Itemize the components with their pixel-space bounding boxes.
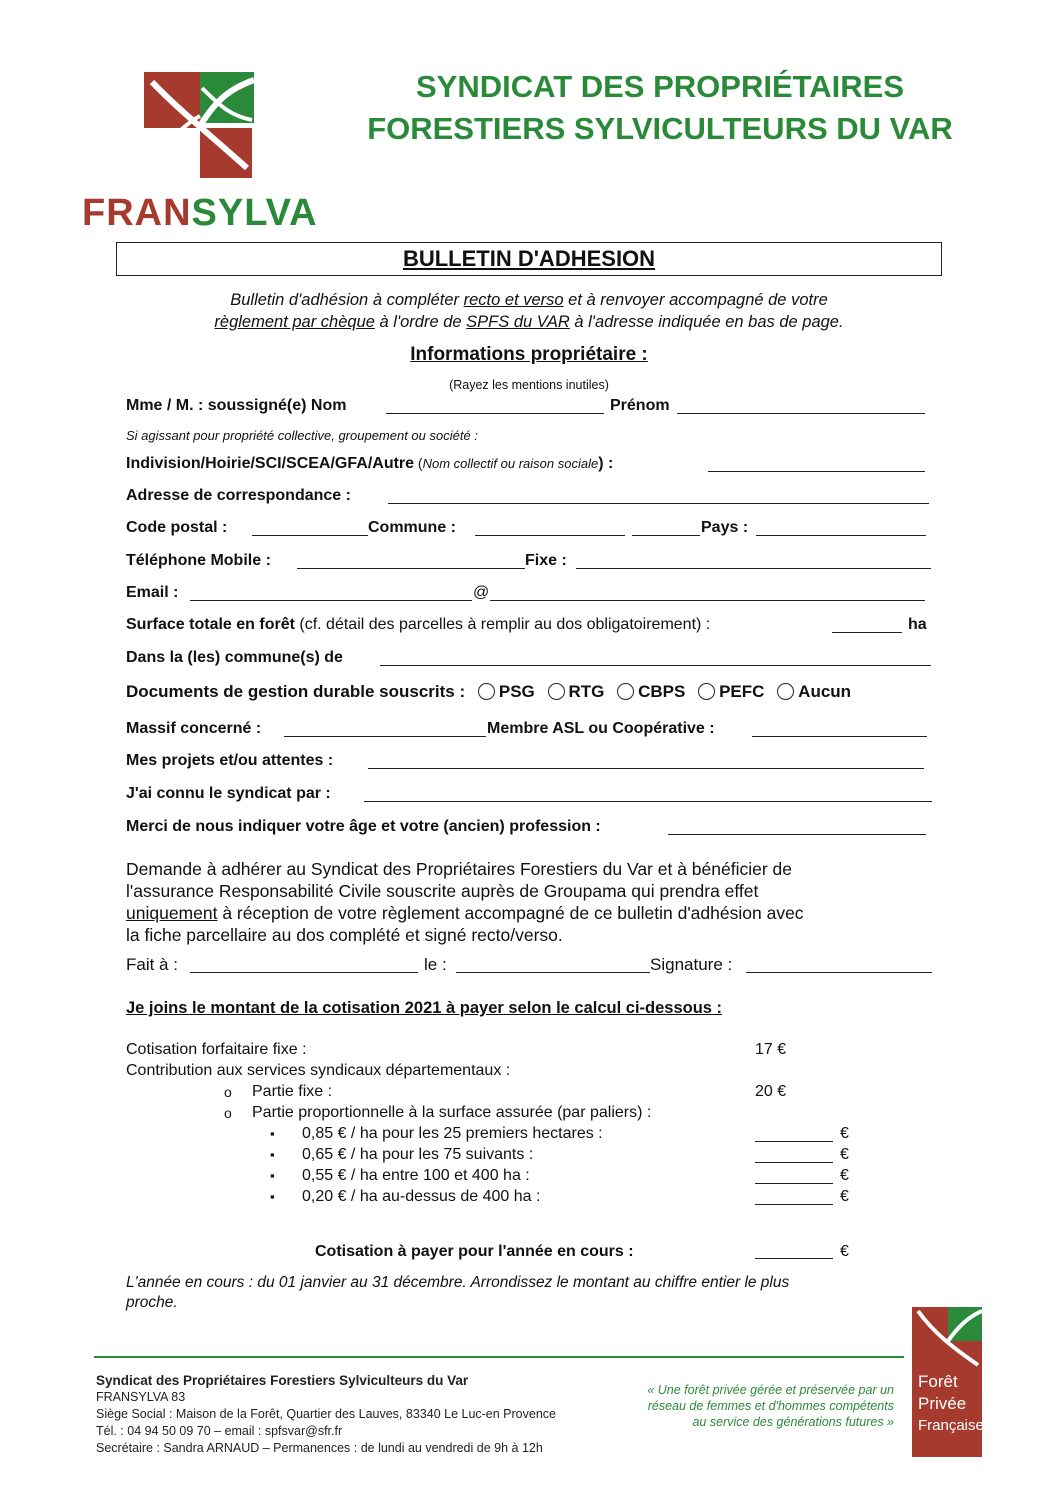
palier-1-label: 0,85 € / ha pour les 25 premiers hectares : <box>302 1125 603 1142</box>
indivision-paren-close: ) : <box>598 455 614 472</box>
signature-label: Signature : <box>650 955 733 974</box>
prenom-label: Prénom <box>610 397 670 414</box>
option-pefc: PEFC <box>719 682 765 701</box>
bulletin-title: BULLETIN D'ADHESION <box>402 246 656 271</box>
palier-2-field[interactable] <box>755 1162 833 1163</box>
nom-label: Mme / M. : soussigné(e) Nom <box>126 397 347 414</box>
fpf-text-1: Forêt <box>918 1372 958 1391</box>
mobile-field[interactable] <box>297 568 525 569</box>
option-rtg: RTG <box>568 682 605 701</box>
communes-label: Dans la (les) commune(s) de <box>126 649 343 666</box>
intro-text: et à renvoyer accompagné de votre <box>563 291 828 309</box>
org-title <box>340 66 980 150</box>
total-field[interactable] <box>755 1258 833 1259</box>
prenom-field[interactable] <box>677 413 925 414</box>
bullet-o: o <box>224 1105 232 1121</box>
demande-line1: Demande à adhérer au Syndicat des Propriétaires Forestiers du Var et à bénéficier de <box>126 859 793 879</box>
annee-note-line2: proche. <box>126 1294 178 1311</box>
email-domain-field[interactable] <box>490 600 925 601</box>
footer-quote-line1: « Une forêt privée gérée et préservée par un <box>647 1383 894 1397</box>
partie-prop-label: Partie proportionnelle à la surface assurée (par paliers) : <box>252 1104 652 1121</box>
surface-unit: ha <box>908 616 927 633</box>
logo-text-sylva: SYLVA <box>191 192 318 234</box>
forfait-label: Cotisation forfaitaire fixe : <box>126 1041 307 1058</box>
indivision-label: Indivision/Hoirie/SCI/SCEA/GFA/Autre <box>126 455 415 472</box>
annee-note <box>126 1273 789 1313</box>
intro-text: à l'adresse indiquée en bas de page. <box>569 313 844 331</box>
massif-field[interactable] <box>284 736 486 737</box>
age-field[interactable] <box>668 834 926 835</box>
indivision-note: Nom collectif ou raison sociale <box>422 456 599 471</box>
projets-field[interactable] <box>368 768 924 769</box>
logo-text-fran: FRAN <box>82 192 192 234</box>
footer-quote-line3: au service des générations futures » <box>692 1415 894 1429</box>
demande-line3: à réception de votre règlement accompagné de ce bulletin d'adhésion avec <box>217 903 804 923</box>
bulletin-intro <box>116 289 942 333</box>
partie-fixe-value: 20 € <box>755 1083 787 1100</box>
footer-quote-line2: réseau de femmes et d'hommes compétents <box>647 1399 894 1413</box>
euro-sign: € <box>840 1146 849 1163</box>
mobile-label: Téléphone Mobile : <box>126 552 271 569</box>
radio-aucun[interactable] <box>777 683 794 700</box>
org-title-line2: FORESTIERS SYLVICULTEURS DU VAR <box>367 111 953 146</box>
palier-4-field[interactable] <box>755 1204 833 1205</box>
footer-line4: Secrétaire : Sandra ARNAUD – Permanences : de lundi au vendredi de 9h à 12h <box>96 1441 543 1455</box>
euro-sign: € <box>840 1125 849 1142</box>
palier-2-label: 0,65 € / ha pour les 75 suivants : <box>302 1146 534 1163</box>
footer-quote <box>600 1382 894 1430</box>
fransylva-emblem <box>82 68 314 198</box>
demande-uniquement: uniquement <box>126 903 218 923</box>
euro-sign: € <box>840 1167 849 1184</box>
option-aucun: Aucun <box>798 682 852 701</box>
bullet-square: ▪ <box>270 1168 275 1183</box>
euro-sign: € <box>840 1188 849 1205</box>
fpf-emblem <box>912 1307 982 1369</box>
org-title-line1: SYNDICAT DES PROPRIÉTAIRES <box>415 69 905 104</box>
total-label: Cotisation à payer pour l'année en cours : <box>315 1243 634 1260</box>
intro-recto-verso: recto et verso <box>463 291 564 309</box>
intro-spfs: SPFS du VAR <box>466 313 570 331</box>
option-psg: PSG <box>498 682 535 701</box>
row-surface <box>126 616 710 634</box>
palier-3-field[interactable] <box>755 1183 833 1184</box>
cotisation-heading: Je joins le montant de la cotisation 2021 à payer selon le calcul ci-dessous : <box>126 999 723 1017</box>
fpf-text-3: Française <box>918 1417 984 1434</box>
adresse-field[interactable] <box>388 503 929 504</box>
footer-org: Syndicat des Propriétaires Forestiers Sylviculteurs du Var <box>96 1373 469 1388</box>
fait-field[interactable] <box>190 972 418 973</box>
intro-text: à l'ordre de <box>374 313 467 331</box>
footer-line2: Siège Social : Maison de la Forêt, Quartier des Lauves, 83340 Le Luc-en Provence <box>96 1407 556 1421</box>
pays-field[interactable] <box>756 535 926 536</box>
bullet-square: ▪ <box>270 1147 275 1162</box>
bulletin-title-box <box>116 242 942 276</box>
le-label: le : <box>424 955 447 974</box>
footer-line3: Tél. : 04 94 50 09 70 – email : spfsvar@sfr.fr <box>96 1424 343 1438</box>
footer-address <box>96 1372 556 1457</box>
commune-field[interactable] <box>475 535 625 536</box>
docs-label: Documents de gestion durable souscrits : <box>126 682 466 701</box>
connu-label: J'ai connu le syndicat par : <box>126 785 331 802</box>
adresse-label: Adresse de correspondance : <box>126 487 351 504</box>
bullet-square: ▪ <box>270 1189 275 1204</box>
fait-label: Fait à : <box>126 955 178 974</box>
row-docs <box>126 682 851 702</box>
footer-line1: FRANSYLVA 83 <box>96 1390 186 1404</box>
surface-note: (cf. détail des parcelles à remplir au dos obligatoirement) : <box>294 616 711 633</box>
connu-field[interactable] <box>364 801 932 802</box>
bullet-square: ▪ <box>270 1126 275 1141</box>
indivision-paren-open: ( <box>414 455 423 471</box>
fixe-label: Fixe : <box>525 552 567 569</box>
nom-field[interactable] <box>386 413 604 414</box>
owner-heading: Informations propriétaire : <box>410 344 648 365</box>
commune-field-2[interactable] <box>632 535 700 536</box>
fpf-logo <box>912 1307 982 1457</box>
option-cbps: CBPS <box>638 682 686 701</box>
row-nom <box>126 397 346 415</box>
contribution-label: Contribution aux services syndicaux départementaux : <box>126 1062 511 1079</box>
intro-text: Bulletin d'adhésion à compléter <box>230 291 464 309</box>
radio-rtg[interactable] <box>548 683 565 700</box>
radio-cbps[interactable] <box>617 683 634 700</box>
partie-fixe-label: Partie fixe : <box>252 1083 333 1100</box>
palier-3-label: 0,55 € / ha entre 100 et 400 ha : <box>302 1167 530 1184</box>
demande-line4: la fiche parcellaire au dos complété et signé recto/verso. <box>126 925 563 945</box>
radio-psg[interactable] <box>478 683 495 700</box>
massif-label: Massif concerné : <box>126 720 262 737</box>
email-user-field[interactable] <box>190 600 472 601</box>
communes-field[interactable] <box>380 665 931 666</box>
palier-4-label: 0,20 € / ha au-dessus de 400 ha : <box>302 1188 541 1205</box>
cp-field[interactable] <box>252 535 368 536</box>
euro-sign: € <box>840 1243 849 1260</box>
email-at: @ <box>473 584 490 601</box>
demande-paragraph <box>126 858 804 946</box>
surface-label: Surface totale en forêt <box>126 616 295 633</box>
indivision-field[interactable] <box>708 471 925 472</box>
fpf-text-2: Privée <box>918 1394 967 1413</box>
cp-label: Code postal : <box>126 519 228 536</box>
demande-line2: l'assurance Responsabilité Civile souscrite auprès de Groupama qui prendra effet <box>126 881 759 901</box>
pays-label: Pays : <box>701 519 749 536</box>
forfait-value: 17 € <box>755 1041 787 1058</box>
owner-hint: (Rayez les mentions inutiles) <box>449 378 609 392</box>
fransylva-logo <box>82 68 318 236</box>
signature-field[interactable] <box>746 972 932 973</box>
projets-label: Mes projets et/ou attentes : <box>126 752 334 769</box>
age-label: Merci de nous indiquer votre âge et votre (ancien) profession : <box>126 818 601 835</box>
radio-pefc[interactable] <box>698 683 715 700</box>
row-indivision <box>126 455 613 473</box>
commune-label: Commune : <box>368 519 456 536</box>
annee-note-line1: L'année en cours : du 01 janvier au 31 décembre. Arrondissez le montant au chiffre entier le plus <box>126 1274 790 1291</box>
surface-field[interactable] <box>832 632 902 633</box>
collectif-note: Si agissant pour propriété collective, groupement ou société : <box>126 428 478 443</box>
asl-field[interactable] <box>752 736 927 737</box>
intro-cheque: règlement par chèque <box>214 313 375 331</box>
date-field[interactable] <box>456 972 650 973</box>
bullet-o: o <box>224 1084 232 1100</box>
email-label: Email : <box>126 584 179 601</box>
palier-1-field[interactable] <box>755 1141 833 1142</box>
footer-divider <box>94 1356 904 1358</box>
fixe-field[interactable] <box>576 568 931 569</box>
asl-label: Membre ASL ou Coopérative : <box>487 720 715 737</box>
